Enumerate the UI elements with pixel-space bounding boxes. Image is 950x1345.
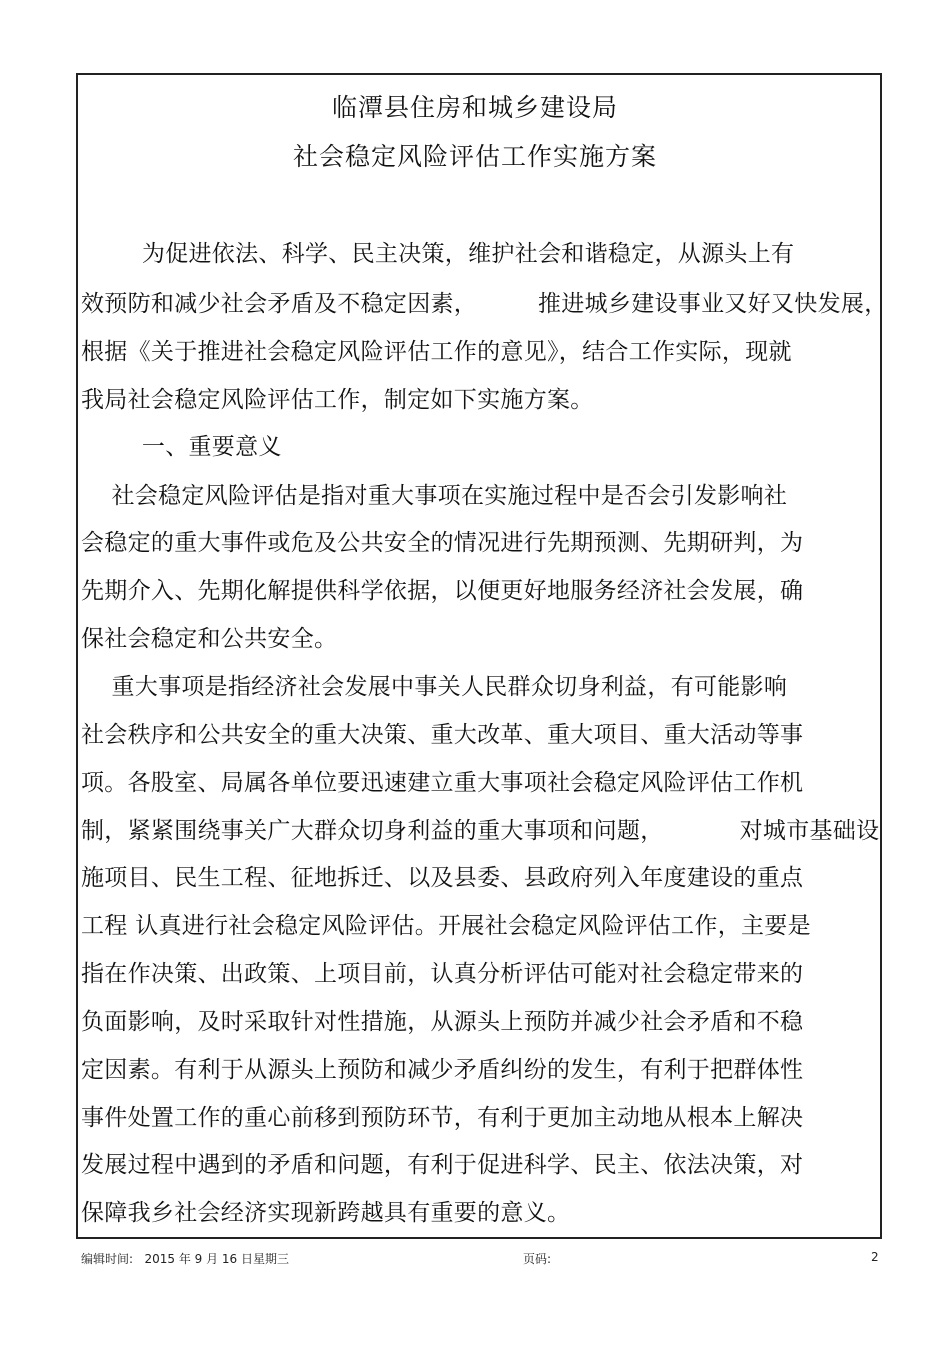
body-line: 工程 认真进行社会稳定风险评估。开展社会稳定风险评估工作，主要是: [81, 913, 811, 939]
body-line: 社会秩序和公共安全的重大决策、重大改革、重大项目、重大活动等事: [81, 722, 804, 748]
footer-edit-time: 编辑时间: 2015 年 9 月 16 日星期三: [81, 1252, 290, 1266]
body-line: 先期介入、先期化解提供科学依据，以便更好地服务经济社会发展，确: [81, 578, 804, 604]
body-line: 定因素。有利于从源头上预防和减少矛盾纠纷的发生，有利于把群体性: [81, 1057, 804, 1083]
body-line: 指在作决策、出政策、上项目前，认真分析评估可能对社会稳定带来的: [81, 961, 804, 987]
footer-page-label: 页码:: [523, 1252, 552, 1266]
body-line: 项。各股室、局属各单位要迅速建立重大事项社会稳定风险评估工作机: [81, 770, 804, 796]
body-line: 负面影响，及时采取针对性措施，从源头上预防并减少社会矛盾和不稳: [81, 1009, 804, 1035]
document-title: 临潭县住房和城乡建设局: [331, 93, 618, 122]
document-subtitle: 社会稳定风险评估工作实施方案: [292, 142, 657, 171]
body-line: 我局社会稳定风险评估工作，制定如下实施方案。: [81, 387, 594, 413]
body-line: 制，紧紧围绕事关广大群众切身利益的重大事项和问题， 对城市基础设: [81, 818, 880, 844]
body-line: 根据《关于推进社会稳定风险评估工作的意见》，结合工作实际，现就: [81, 339, 792, 365]
body-line: 事件处置工作的重心前移到预防环节，有利于更加主动地从根本上解决: [81, 1105, 804, 1131]
body-line: 会稳定的重大事件或危及公共安全的情况进行先期预测、先期研判，为: [81, 530, 804, 556]
body-line: 效预防和减少社会矛盾及不稳定因素， 推进城乡建设事业又好又快发展，: [81, 291, 888, 317]
body-line: 保社会稳定和公共安全。: [81, 626, 338, 652]
body-line: 发展过程中遇到的矛盾和问题，有利于促进科学、民主、依法决策，对: [81, 1152, 804, 1178]
body-line: 为促进依法、科学、民主决策，维护社会和谐稳定，从源头上有: [81, 241, 795, 267]
body-line: 施项目、民生工程、征地拆迁、以及县委、县政府列入年度建设的重点: [81, 865, 804, 891]
body-line: 重大事项是指经济社会发展中事关人民群众切身利益，有可能影响: [81, 674, 788, 700]
body-line: 社会稳定风险评估是指对重大事项在实施过程中是否会引发影响社: [81, 483, 788, 509]
body-line: 保障我乡社会经济实现新跨越具有重要的意义。: [81, 1200, 571, 1226]
section-heading: 一、重要意义: [81, 434, 282, 460]
footer-page-number: 2: [871, 1250, 879, 1264]
